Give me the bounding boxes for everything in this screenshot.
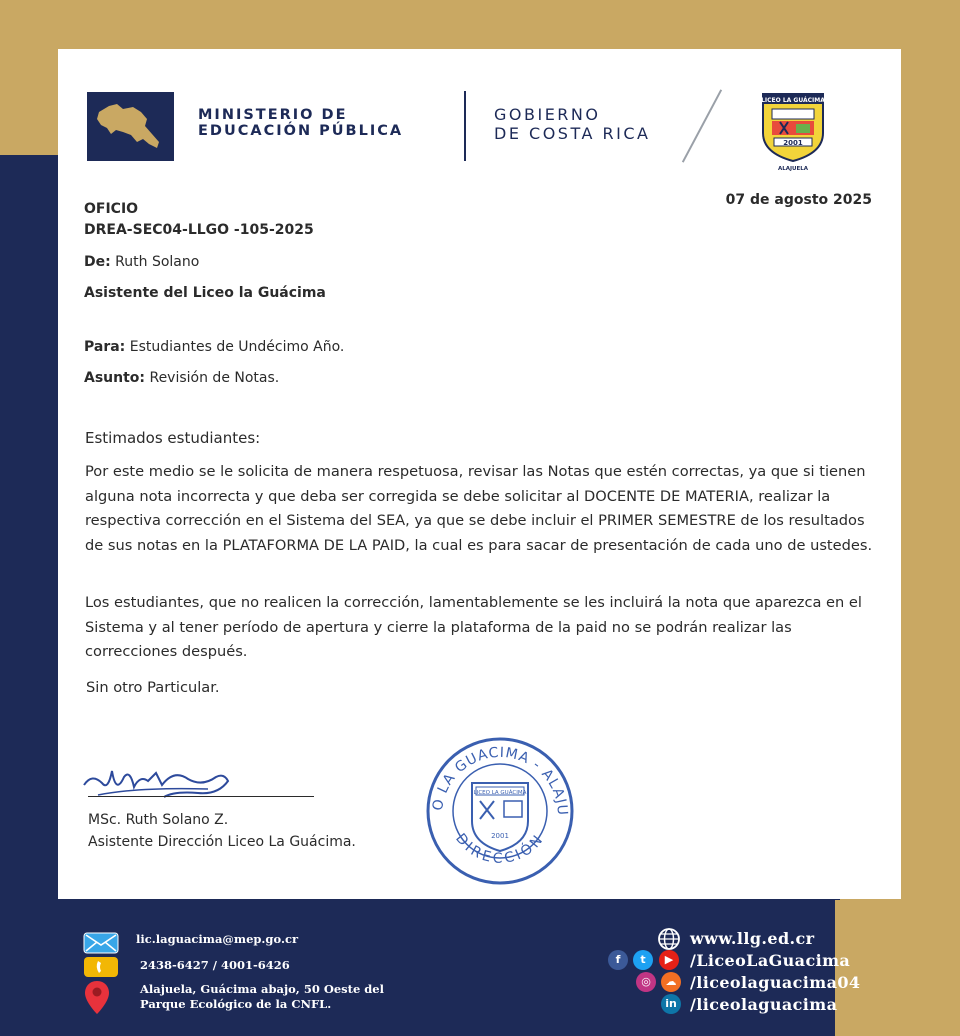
to-line <box>84 339 344 355</box>
reference-number: DREA-SEC04-LLGO -105-2025 <box>84 222 314 238</box>
oficio-label: OFICIO <box>84 201 139 217</box>
phone-icon <box>83 956 119 982</box>
letter-date: 07 de agosto 2025 <box>725 192 872 208</box>
seal-bottom-text: DIRECCIÓN <box>452 830 548 867</box>
crest-label-bottom: ALAJUELA <box>777 166 809 171</box>
email-icon <box>83 932 119 958</box>
body-paragraph-1: Por este medio se le solicita de manera respetuosa, revisar las Notas que estén correctas, ya que si tienen alguna nota incorrecta y que deba ser corregida se debe solicitar al DOCENTE DE MATERIA, realizar la respectiva corrección en el Sistema del SEA, ya que se debe incluir el PRIMER SEMESTRE de los resultados de sus notas en la PLATAFORMA DE LA PAID, la cual es para sacar de presentación de cada uno de ustedes. <box>85 463 873 554</box>
instagram-icon[interactable]: ◎ <box>636 972 656 992</box>
svg-text:LICEO LA GUACIMA - ALAJUELA <box>424 735 570 817</box>
costa-rica-map-logo <box>87 92 174 161</box>
facebook-icon[interactable]: f <box>608 950 628 970</box>
government-line-1: GOBIERNO <box>494 105 601 124</box>
direction-stamp-seal <box>424 735 576 887</box>
from-role: Asistente del Liceo la Guácima <box>84 285 326 301</box>
ministry-line-1: MINISTERIO DE <box>198 107 348 123</box>
header-divider <box>464 91 466 161</box>
ministry-name <box>198 107 403 139</box>
signer-title: Asistente Dirección Liceo La Guácima. <box>88 834 356 850</box>
to-label: Para: <box>84 339 126 355</box>
from-value: Ruth Solano <box>115 254 200 270</box>
background-gold-band-bottom <box>835 900 960 1036</box>
greeting: Estimados estudiantes: <box>85 429 261 447</box>
handwritten-signature <box>78 755 238 805</box>
subject-value: Revisión de Notas. <box>149 370 280 386</box>
location-pin-icon <box>84 980 110 1020</box>
from-label: De: <box>84 254 111 270</box>
footer-address <box>140 982 384 1012</box>
school-crest-logo <box>758 91 828 171</box>
crest-year: 2001 <box>783 139 803 147</box>
body-paragraph-2: Los estudiantes, que no realicen la corrección, lamentablemente se les incluirá la nota que aparezca en el Sistema y al tener período de apertura y cierre la plataforma de la paid no se podrán realizar las correcciones después. <box>85 594 862 660</box>
social-handle-1[interactable]: /LiceoLaGuacima <box>690 951 851 970</box>
footer-address-line-1: Alajuela, Guácima abajo, 50 Oeste del <box>140 982 384 996</box>
signer-name: MSc. Ruth Solano Z. <box>88 812 229 828</box>
social-handle-3[interactable]: /liceolaguacima <box>690 995 838 1014</box>
seal-inner-text: LICEO LA GUÁCIMA <box>473 790 527 796</box>
subject-line <box>84 370 279 386</box>
ministry-line-2: EDUCACIÓN PÚBLICA <box>198 123 404 139</box>
footer-phone: 2438-6427 / 4001-6426 <box>140 958 290 972</box>
website-link[interactable]: www.llg.ed.cr <box>690 929 815 948</box>
youtube-icon[interactable]: ▶ <box>659 950 679 970</box>
from-line <box>84 254 199 270</box>
social-handle-2[interactable]: /liceolaguacima04 <box>690 973 861 992</box>
letter-page <box>58 49 901 899</box>
signature-line <box>88 796 314 797</box>
subject-label: Asunto: <box>84 370 146 386</box>
soundcloud-icon[interactable]: ☁ <box>661 972 681 992</box>
seal-year: 2001 <box>491 832 509 840</box>
to-value: Estudiantes de Undécimo Año. <box>129 339 345 355</box>
linkedin-icon[interactable]: in <box>661 994 681 1014</box>
footer-email: lic.laguacima@mep.go.cr <box>136 932 299 946</box>
government-line-2: DE COSTA RICA <box>494 124 651 143</box>
footer-address-line-2: Parque Ecológico de la CNFL. <box>140 997 332 1011</box>
header-diagonal-line <box>682 89 722 162</box>
closing-line: Sin otro Particular. <box>86 679 220 696</box>
crest-label-top: LICEO LA GUÁCIMA <box>761 97 825 104</box>
seal-outer-text: O LA GUACIMA - ALAJU <box>429 744 571 817</box>
government-name <box>494 105 650 143</box>
twitter-icon[interactable]: t <box>633 950 653 970</box>
